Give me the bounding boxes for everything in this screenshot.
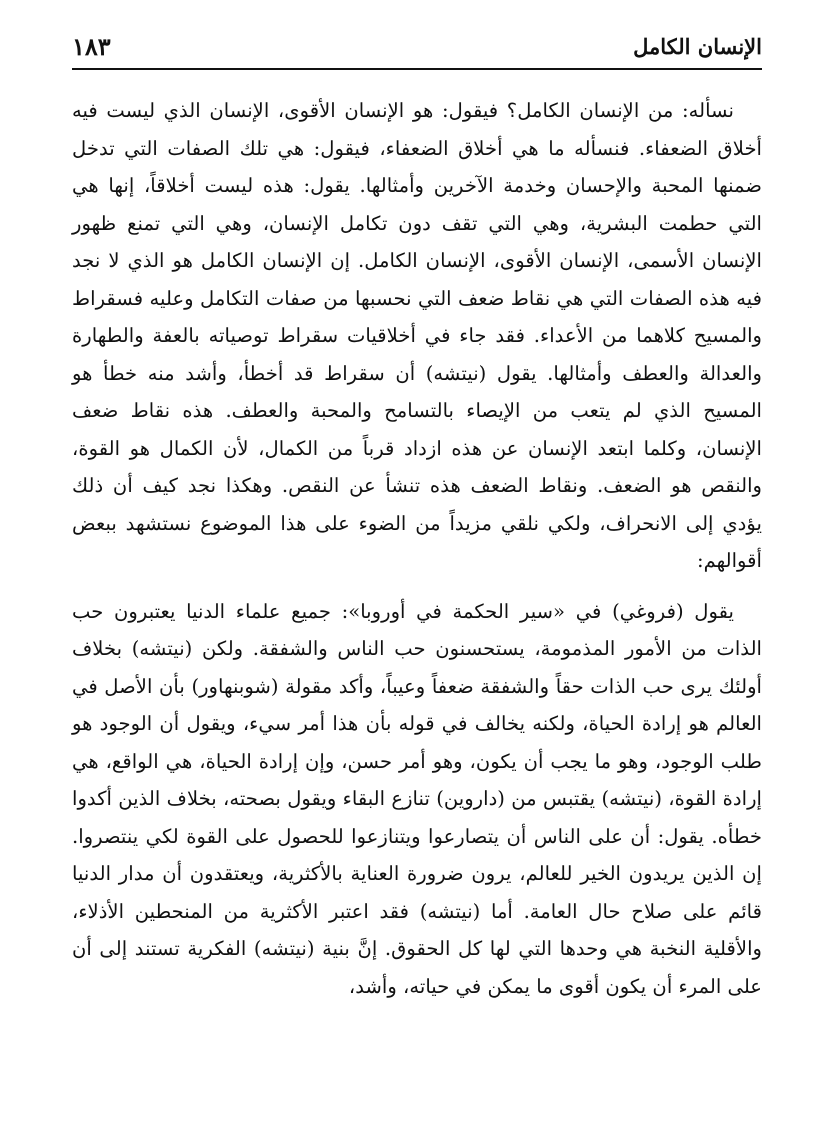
page-number: ١٨٣ — [72, 32, 111, 61]
body-text — [72, 92, 762, 1005]
paragraph-1: نسأله: من الإنسان الكامل؟ فيقول: هو الإنسان الأقوى، الإنسان الذي ليست فيه أخلاق الضعفاء. فنسأله ما هي أخلاق الضعفاء، فيقول: هي تلك الصفات التي تدخل ضمنها المحبة والإحسان وخدمة الآخرين وأمثالها. يقول: هذه ليست أخلاقاً، إنها هي التي حطمت البشرية، وهي التي تقف دون تكامل الإنسان، وهي التي تمنع ظهور الإنسان الأسمى، الإنسان الأقوى، الإنسان الكامل. إن الإنسان الكامل هو الذي لا نجد فيه هذه الصفات التي هي نقاط ضعف التي نحسبها من صفات التكامل وعليه فسقراط والمسيح كلاهما من الأعداء. فقد جاء في أخلاقيات سقراط توصياته بالعفة والطهارة والعدالة والعطف وأمثالها. يقول (نيتشه) أن سقراط قد أخطأ، وأشد منه خطأ هو المسيح الذي لم يتعب من الإيصاء بالتسامح والمحبة والعطف. هذه نقاط ضعف الإنسان، وكلما ابتعد الإنسان عن هذه ازداد قرباً من الكمال، لأن الكمال هو القوة، والنقص هو الضعف. ونقاط الضعف هذه تنشأ عن النقص. وهكذا نجد كيف أن ذلك يؤدي إلى الانحراف، ولكي نلقي مزيداً من الضوء على هذا الموضوع نستشهد ببعض أقوالهم: — [72, 99, 762, 572]
running-title: الإنسان الكامل — [633, 34, 762, 59]
paragraph-2: يقول (فروغي) في «سير الحكمة في أوروبا»: جميع علماء الدنيا يعتبرون حب الذات من الأمور المذمومة، يستحسنون حب الناس والشفقة. ولكن (نيتشه) بخلاف أولئك يرى حب الذات حقاً والشفقة ضعفاً وعيباً، وأكد مقولة (شوبنهاور) بأن الأصل في العالم هو إرادة الحياة، ولكنه يخالف في قوله بأن هذا أمر سيء، ويقول أن الوجود هو طلب الوجود، وهو ما يجب أن يكون، وهو أمر حسن، وإن إرادة الحياة، هي الواقع، هي إرادة القوة، (نيتشه) يقتبس من (داروين) تنازع البقاء ويقول بصحته، بخلاف الذين أكدوا خطأه. يقول: أن على الناس أن يتصارعوا ويتنازعوا للحصول على القوة لكي ينتصروا. إن الذين يريدون الخير للعالم، يرون ضرورة العناية بالأكثرية، ويعتقدون أن مدار الدنيا قائم على صلاح حال العامة. أما (نيتشه) فقد اعتبر الأكثرية من المنحطين الأذلاء، والأقلية النخبة هي وحدها التي لها كل الحقوق. إنَّ بنية (نيتشه) الفكرية تستند إلى أن على المرء أن يكون أقوى ما يمكن في حياته، وأشد، — [72, 599, 762, 998]
page-header — [72, 28, 762, 70]
